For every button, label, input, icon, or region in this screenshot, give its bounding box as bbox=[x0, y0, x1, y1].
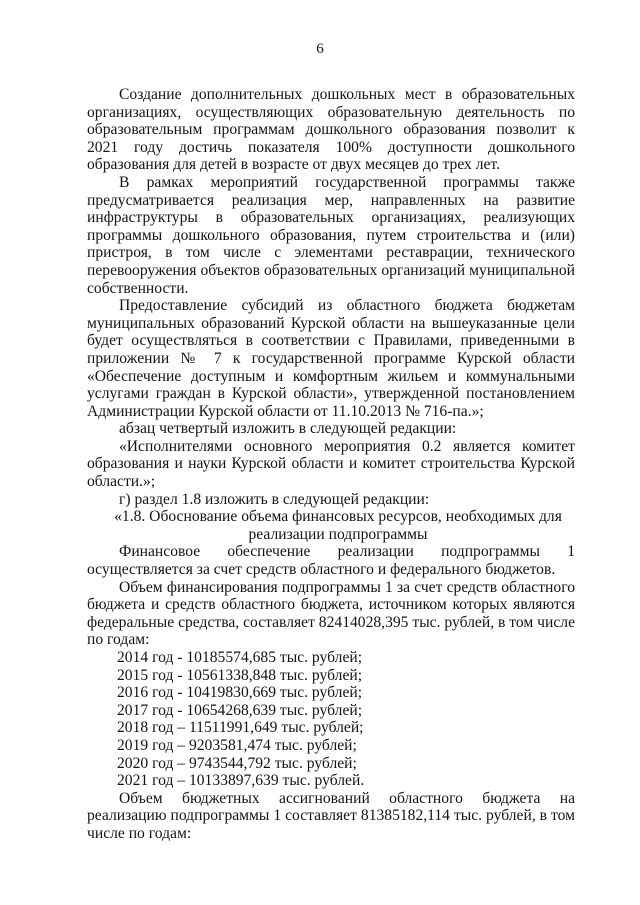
year-line-2015: 2015 год - 10561338,848 тыс. рублей; bbox=[117, 666, 363, 684]
paragraph-section-instruction: г) раздел 1.8 изложить в следующей редакции: bbox=[119, 490, 430, 508]
paragraph-amendment-instruction: абзац четвертый изложить в следующей редакции: bbox=[119, 420, 457, 438]
year-line-2018: 2018 год – 11511991,649 тыс. рублей; bbox=[117, 719, 364, 737]
year-line-2020: 2020 год – 9743544,792 тыс. рублей; bbox=[117, 754, 357, 772]
year-line-2016: 2016 год - 10419830,669 тыс. рублей; bbox=[117, 684, 363, 702]
paragraph-infrastructure-measures: В рамках мероприятий государственной программы также предусматривается реализация мер, направленных на развитие инфраструктуры в образовательных организациях, реализующих программы дошкольного образования, путем строительства и (или) пристроя, в том числе с элементами реставрации, технического перевооружения объектов образовательных организаций муниципальной собственности. bbox=[87, 173, 575, 297]
paragraph-executors: «Исполнителями основного мероприятия 0.2 является комитет образования и науки Курской области и комитет строительства Курской области.»; bbox=[87, 437, 575, 491]
paragraph-financing-volume: Объем финансирования подпрограммы 1 за счет средств областного бюджета и средств областного бюджета, источником которых являются федеральные средства, составляет 82414028,395 тыс. рублей, в том числе по годам: bbox=[87, 578, 575, 649]
paragraph-preschool-places: Создание дополнительных дошкольных мест в образовательных организациях, осуществляющих образовательную деятельность по образовательным программам дошкольного образования позволит к 2021 году достичь показателя 100% доступности дошкольного образования для детей в возрасте от двух месяцев до трех лет. bbox=[87, 86, 575, 174]
year-line-2019: 2019 год – 9203581,474 тыс. рублей; bbox=[117, 736, 357, 754]
year-line-2017: 2017 год - 10654268,639 тыс. рублей; bbox=[117, 701, 363, 719]
paragraph-budget-allocations: Объем бюджетных ассигнований областного бюджета на реализацию подпрограммы 1 составляет 81385182,114 тыс. рублей, в том числе по годам: bbox=[87, 789, 575, 842]
year-line-2014: 2014 год - 10185574,685 тыс. рублей; bbox=[117, 649, 363, 666]
paragraph-financing-source: Финансовое обеспечение реализации подпрограммы 1 осуществляется за счет средств областного и федерального бюджетов. bbox=[87, 543, 575, 579]
document-body bbox=[87, 86, 575, 843]
section-heading: «1.8. Обоснование объема финансовых ресурсов, необходимых для реализации подпрограммы bbox=[114, 508, 562, 543]
paragraph-subsidies: Предоставление субсидий из областного бюджета бюджетам муниципальных образований Курской области на вышеуказанные цели будет осуществляться в соответствии с Правилами, приведенными в приложении № 7 к государственной программе Курской области «Обеспечение доступным и комфортным жильем и коммунальными услугами граждан в Курской области», утвержденной постановлением Администрации Курской области от 11.10.2013 № 716-па.»; bbox=[87, 297, 575, 420]
page-number: 6 bbox=[316, 41, 324, 57]
year-line-2021: 2021 год – 10133897,639 тыс. рублей. bbox=[117, 772, 365, 790]
